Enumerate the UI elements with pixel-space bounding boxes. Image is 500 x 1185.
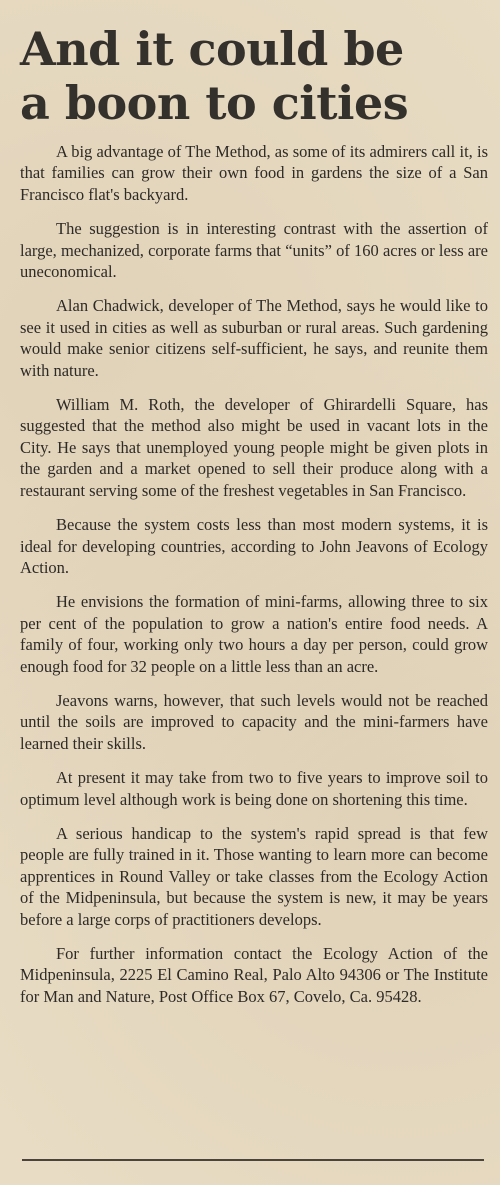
bottom-rule xyxy=(22,1159,484,1161)
headline-line-2: a boon to cities xyxy=(20,76,409,130)
paragraph: William M. Roth, the developer of Ghirardelli Square, has suggested that the method also might be used in vacant lots in the City. He says that unemployed young people might be given plots in the garden and a market opened to sell their produce along with a restaurant serving some of the freshest vegetables in San Francisco. xyxy=(20,395,488,500)
paragraph: At present it may take from two to five years to improve soil to optimum level although work is being done on shortening this time. xyxy=(20,768,488,809)
article-body xyxy=(20,141,488,1007)
paragraph: A serious handicap to the system's rapid spread is that few people are fully trained in it. Those wanting to learn more can become apprentices in Round Valley or take classes from the Ecology Action of the Midpeninsula, but because the system is new, it may be years before a large corps of practitioners develops. xyxy=(20,823,488,929)
paragraph: Because the system costs less than most modern systems, it is ideal for developing countries, according to John Jeavons of Ecology Action. xyxy=(20,515,488,577)
paragraph: A big advantage of The Method, as some of its admirers call it, is that families can grow their own food in gardens the size of a San Francisco flat's backyard. xyxy=(20,142,488,204)
headline-line-1: And it could be xyxy=(20,22,404,76)
paragraph: He envisions the formation of mini-farms, allowing three to six per cent of the population to grow a nation's entire food needs. A family of four, working only two hours a day per person, could grow enough food for 32 people on a little less than an acre. xyxy=(20,592,488,676)
paragraph: The suggestion is in interesting contrast with the assertion of large, mechanized, corporate farms that “units” of 160 acres or less are uneconomical. xyxy=(20,219,488,282)
headline xyxy=(20,14,488,130)
paragraph: Alan Chadwick, developer of The Method, says he would like to see it used in cities as well as suburban or rural areas. Such gardening would make senior citizens self-sufficient, he says, and reunite them with nature. xyxy=(20,296,488,380)
paragraph: Jeavons warns, however, that such levels would not be reached until the soils are improved to capacity and the mini-farmers have learned their skills. xyxy=(20,690,488,753)
paragraph: For further information contact the Ecology Action of the Midpeninsula, 2225 El Camino Real, Palo Alto 94306 or The Institute for Man and Nature, Post Office Box 67, Covelo, Ca. 95428. xyxy=(20,944,488,1006)
